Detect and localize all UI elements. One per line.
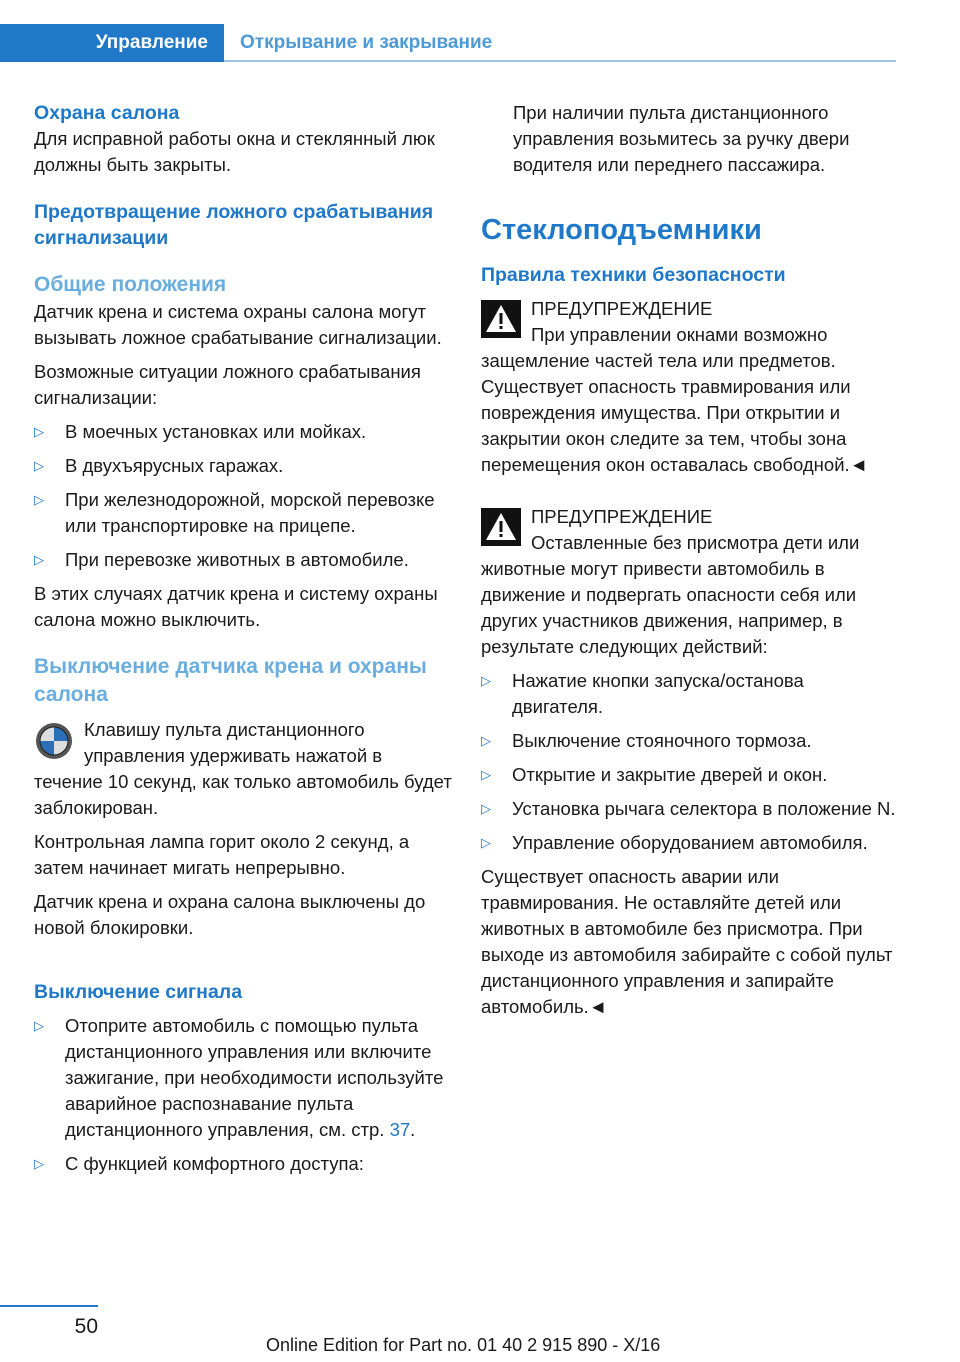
footer-rule	[0, 1305, 98, 1307]
list-item: ▷ Выключение стояночного тормоза.	[481, 728, 899, 754]
header-rule	[224, 60, 896, 62]
bullet-triangle-icon: ▷	[34, 458, 44, 473]
paragraph: Для исправной работы окна и стеклянный люк должны быть закрыты.	[34, 128, 435, 175]
bullet-triangle-icon: ▷	[481, 767, 491, 782]
warning-text: Оставленные без присмотра дети или животные могут привести автомобиль в движение и подвергать опасности себя или других участников движения, например, в результате следующих действий:	[481, 532, 860, 657]
list-item: ▷ При перевозке животных в автомобиле.	[34, 547, 454, 573]
list-item: ▷ В моечных установках или мойках.	[34, 419, 454, 445]
page-header	[0, 24, 960, 64]
paragraph: Контрольная лампа горит около 2 секунд, а затем начинает мигать непрерывно.	[34, 831, 410, 878]
warning-box-2	[481, 504, 899, 660]
section-title-disable-alarm: Выключение сигнала	[34, 981, 243, 1003]
section-title-window-lifters: Стеклоподъемники	[481, 214, 762, 246]
warning-triangle-icon	[481, 508, 521, 546]
right-column	[481, 100, 899, 1020]
edition-note: Online Edition for Part no. 01 40 2 915 890 - X/16	[266, 1335, 661, 1355]
warning-title: ПРЕДУПРЕЖДЕНИЕ	[531, 506, 713, 527]
paragraph: Датчик крена и охрана салона выключены до новой блокировки.	[34, 891, 426, 938]
key-instruction	[34, 717, 454, 821]
header-tab-inactive[interactable]: Открывание и закрывание	[240, 32, 493, 53]
list-item: ▷ Отоприте автомобиль с помощью пульта дистанционного управления или включите зажигание, при необходимости используйте аварийное распознавание пульта дистанционного управления, см. стр. 37.	[34, 1015, 444, 1140]
bmw-key-icon	[34, 721, 74, 761]
section-title-false-alarm: Предотвращение ложного срабатывания сигнализации	[34, 201, 434, 249]
bullet-triangle-icon: ▷	[481, 835, 491, 850]
list-item: ▷ Нажатие кнопки запуска/останова двигателя.	[481, 670, 804, 717]
page-number: 50	[74, 1315, 98, 1338]
bullet-triangle-icon: ▷	[481, 733, 491, 748]
warning-box-1	[481, 296, 899, 478]
bullet-triangle-icon: ▷	[34, 1018, 44, 1033]
warning-text: При управлении окнами возможно защемление частей тела или предметов. Существует опасность травмирования или повреждения имущества. При открытии и закрытии окон следите за тем, чтобы зона перемещения окон оставалась свободной.◄	[481, 324, 868, 475]
list-item: ▷ Установка рычага селектора в положение N.	[481, 796, 899, 822]
bullet-triangle-icon: ▷	[34, 552, 44, 567]
bullet-triangle-icon: ▷	[34, 1156, 44, 1171]
paragraph: Датчик крена и система охраны салона могут вызывать ложное срабатывание сигнализации.	[34, 301, 442, 348]
warning-title: ПРЕДУПРЕЖДЕНИЕ	[531, 298, 713, 319]
left-column	[34, 100, 454, 1177]
list-item: ▷ Открытие и закрытие дверей и окон.	[481, 762, 899, 788]
subsection-title-disable-sensor: Выключение датчика крена и охраны салона	[34, 655, 427, 706]
header-tab-active[interactable]: Управление	[0, 24, 224, 62]
paragraph: Возможные ситуации ложного срабатывания сигнализации:	[34, 361, 421, 408]
list-item: ▷ Управление оборудованием автомобиля.	[481, 830, 899, 856]
warning-triangle-icon	[481, 300, 521, 338]
paragraph: Существует опасность аварии или травмирования. Не оставляйте детей или животных в автомобиле без присмотра. При выходе из автомобиля забирайте с собой пульт дистанционного управления и запирайте автомобиль.◄	[481, 866, 893, 1017]
page-link[interactable]: 37	[389, 1119, 411, 1140]
paragraph: В этих случаях датчик крена и систему охраны салона можно выключить.	[34, 583, 438, 630]
bullet-triangle-icon: ▷	[481, 673, 491, 688]
subsection-title-general: Общие положения	[34, 273, 227, 296]
section-title-cabin-protection: Охрана салона	[34, 102, 180, 124]
bullet-triangle-icon: ▷	[34, 492, 44, 507]
paragraph: Клавишу пульта дистанционного управления удерживать нажатой в течение 10 секунд, как только автомобиль будет заблокирован.	[34, 719, 452, 818]
section-title-safety-rules: Правила техники безопасности	[481, 264, 786, 286]
bullet-triangle-icon: ▷	[34, 424, 44, 439]
list-item: ▷ При железнодорожной, морской перевозке или транспортировке на прицепе.	[34, 489, 435, 536]
paragraph: При наличии пульта дистанционного управления возьмитесь за ручку двери водителя или переднего пассажира.	[513, 102, 850, 175]
list-item: ▷ В двухъярусных гаражах.	[34, 453, 454, 479]
bullet-triangle-icon: ▷	[481, 801, 491, 816]
list-item: ▷ С функцией комфортного доступа:	[34, 1151, 454, 1177]
